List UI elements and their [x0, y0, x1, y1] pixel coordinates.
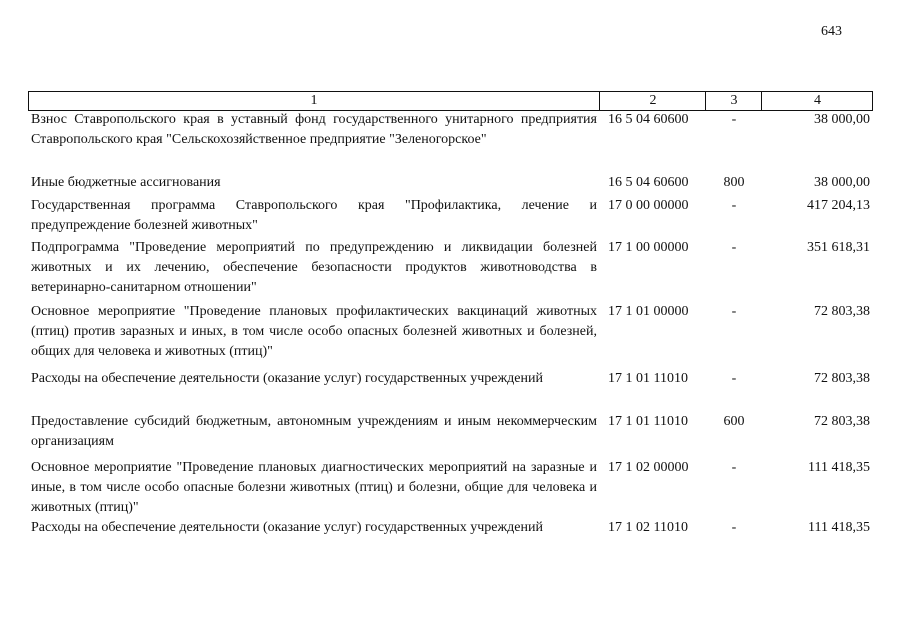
row-amount: 111 418,35: [808, 460, 870, 475]
row-amount: 351 618,31: [807, 240, 870, 255]
row-code: 17 1 00 00000: [608, 240, 689, 255]
row-code: 17 1 01 00000: [608, 304, 689, 319]
table-header: [28, 91, 873, 111]
row-name: Иные бюджетные ассигнования: [31, 175, 221, 190]
row-name: Основное мероприятие "Проведение плановых диагностических мероприятий на заразные и иные, в том числе особо опасные болезни животных (птиц) и болезни, общие для человека и животных (птиц)": [31, 460, 597, 515]
row-type: -: [731, 460, 737, 475]
row-type: -: [731, 240, 737, 255]
row-amount: 72 803,38: [814, 371, 870, 386]
row-amount: 72 803,38: [814, 304, 870, 319]
row-code: 17 1 01 11010: [608, 414, 688, 429]
header-col-4: 4: [761, 92, 873, 110]
row-amount: 38 000,00: [814, 175, 870, 190]
row-type: -: [731, 304, 737, 319]
row-amount: 38 000,00: [814, 112, 870, 127]
row-name: Подпрограмма "Проведение мероприятий по предупреждению и ликвидации болезней животных и их лечению, обеспечение безопасности продуктов животноводства в ветеринарно-санитарном отношении": [31, 240, 597, 295]
row-name: Предоставление субсидий бюджетным, автономным учреждениям и иным некоммерческим организациям: [31, 414, 597, 449]
row-name: Взнос Ставропольского края в уставный фонд государственного унитарного предприятия Ставропольского края "Сельскохозяйственное предприятие "Зеленогорское": [31, 112, 597, 147]
row-code: 16 5 04 60600: [608, 112, 689, 127]
header-col-2: 2: [599, 92, 706, 110]
row-code: 17 1 01 11010: [608, 371, 688, 386]
row-type: 600: [723, 414, 745, 429]
row-name: Расходы на обеспечение деятельности (оказание услуг) государственных учреждений: [31, 520, 543, 535]
row-code: 17 1 02 00000: [608, 460, 689, 475]
row-name: Расходы на обеспечение деятельности (оказание услуг) государственных учреждений: [31, 371, 543, 386]
page-number: 643: [821, 24, 842, 39]
row-name: Государственная программа Ставропольского края "Профилактика, лечение и предупреждение болезней животных": [31, 198, 597, 233]
row-type: -: [731, 371, 737, 386]
row-name: Основное мероприятие "Проведение плановых профилактических вакцинаций животных (птиц) против заразных и иных, в том числе особо опасных болезней животных и болезней, общих для человека и животных (птиц)": [31, 304, 597, 359]
header-col-3: 3: [705, 92, 762, 110]
row-amount: 111 418,35: [808, 520, 870, 535]
row-type: -: [731, 198, 737, 213]
row-type: -: [731, 520, 737, 535]
row-amount: 417 204,13: [807, 198, 870, 213]
row-code: 17 0 00 00000: [608, 198, 689, 213]
row-type: -: [731, 112, 737, 127]
row-type: 800: [723, 175, 745, 190]
row-amount: 72 803,38: [814, 414, 870, 429]
row-code: 16 5 04 60600: [608, 175, 689, 190]
row-code: 17 1 02 11010: [608, 520, 688, 535]
header-col-1: 1: [310, 93, 318, 108]
